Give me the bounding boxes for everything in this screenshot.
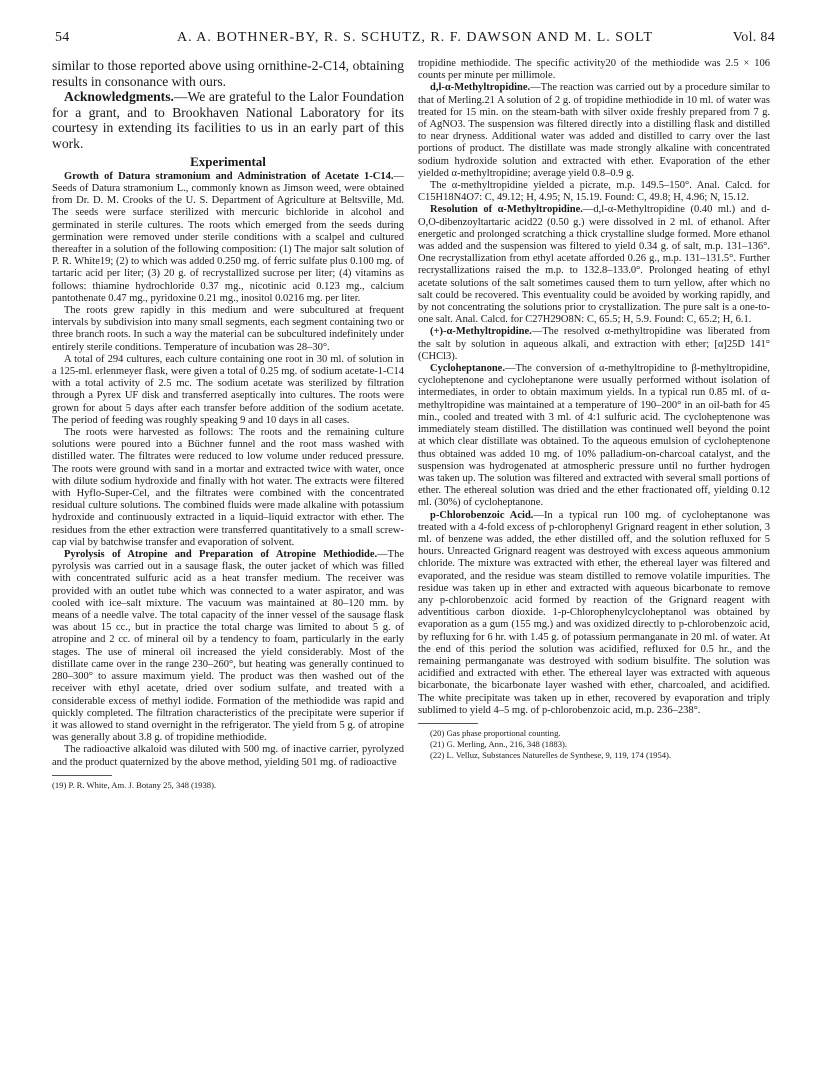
- left-column: [52, 58, 404, 791]
- harvest-paragraph: The roots were harvested as follows: The roots and the remaining culture solutions were poured into a Büchner funnel and the root mass washed with distilled water. The filtrates were reduced to low volume under reduced pressure. The roots were ground with sand in a mortar and extracted twice with water, once with dilute sodium hydroxide and finally with hot water. The extracts were filtered with Hyflo-Super-Cel, and the filtrates were combined with the concentrated residual culture solutions. The combined fluids were made alkaline with potassium hydroxide and continuously extracted in a liquid–liquid extractor with ether. The residues from the ether extraction were transferred quantitatively to a small screw-cap vial by batchwise transfer and evaporation of solvent.: [52, 427, 404, 548]
- cycloheptanone-heading: Cycloheptanone.: [430, 363, 505, 375]
- resolution-text: —d,l-α-Methyltropidine (0.40 ml.) and d-O,O-dibenzoyltartaric acid22 (0.50 g.) were dissolved in 2 ml. of ethanol. After energetic and prolonged scratching a thick crystalline sludge formed. More ethanol was added and the suspension was filtered to yield 0.34 g. of salt, m.p. 131–136°. One recrystallization from ethyl acetate afforded 0.26 g., m.p. 131–131.5°. Further recrystallizations raised the m.p. to 132.8–133.0°. Prolonged heating of ethyl acetate solutions of the salt sometimes caused them to turn yellow, after which no salt could be recovered. This eventuality could be avoided by working rapidly, and by not concentrating the solutions prior to crystallization. The pure salt is a one-to-one salt. Anal. Calcd. for C27H29O8N: C, 65.5; H, 5.9. Found: C, 65.2; H, 6.1.: [418, 204, 771, 326]
- growth-heading: Growth of Datura stramonium and Administration of Acetate 1-C14.: [64, 170, 394, 182]
- chlorobenzoic-paragraph: [418, 510, 770, 717]
- author-line: A. A. BOTHNER-BY, R. S. SCHUTZ, R. F. DAWSON AND M. L. SOLT: [176, 30, 654, 45]
- chlorobenzoic-heading: p-Chlorobenzoic Acid.: [430, 509, 534, 521]
- pyrolysis-paragraph: [52, 549, 404, 744]
- methyltropidine-paragraph: [418, 82, 770, 180]
- resolution-heading: Resolution of α-Methyltropidine.: [430, 204, 583, 216]
- acknowledgments-text: —We are grateful to the Lalor Foundation for a grant, and to Brookhaven National Laboratory for its courtesy in extending its facilities to us in an early part of this work.: [52, 89, 404, 151]
- methyltropidine-heading: d,l-α-Methyltropidine.: [430, 82, 531, 94]
- section-title: Experimental: [190, 153, 266, 169]
- footnote-19: (19) P. R. White, Am. J. Botany 25, 348 (1938).: [52, 779, 217, 790]
- footnote-21: (21) G. Merling, Ann., 216, 348 (1883).: [430, 738, 568, 749]
- radioactive-paragraph: The radioactive alkaloid was diluted with 500 mg. of inactive carrier, pyrolyzed and the product quaternized by the above method, yielding 501 mg. of radioactive: [52, 744, 404, 768]
- subculture-paragraph: The roots grew rapidly in this medium and were subcultured at frequent intervals by subdivision into many small segments, each segment containing two or three branch roots. In such a way the material can be subcultured indefinitely under entirely sterile conditions. Temperature of incubation was 28–30°.: [52, 305, 404, 353]
- methyltropidine-text: —The reaction was carried out by a procedure similar to that of Merling.21 A solution of 2 g. of tropidine methiodide in 10 ml. of water was treated for 15 min. on the steam-bath with silver oxide freshly prepared from 7 g. of AgNO3. The suspension was filtered directly into a distilling flask and distilled to near dryness. Additional water was added and distilled to carry over the last portions of product. The distillate was made strongly alkaline with concentrated sodium hydroxide solution and extracted with ether. Evaporation of the ether yielded α-methyltropidine; average yield 0.8–0.9 g.: [418, 82, 770, 179]
- right-column: [418, 58, 770, 761]
- cultures-paragraph: A total of 294 cultures, each culture containing one root in 30 ml. of solution in a 125-ml. erlenmeyer flask, were given a total of 0.25 mg. of sodium acetate-1-C14 with a total activity of 2.5 mc. The sodium acetate was sterilized by filtration through a Pyrex UF disk and transferred aseptically into cultures. The roots were grown for about 5 days after each transfer before addition of the sodium acetate. The period of feeding was roughly speaking 9 and 10 days in all cases.: [52, 353, 404, 426]
- footnote-rule-right: [418, 723, 478, 724]
- running-header: [55, 30, 775, 50]
- resolution-paragraph: [418, 204, 770, 326]
- intro-paragraph: similar to those reported above using ornithine-2-C14, obtaining results in consonance with ours.: [52, 58, 404, 89]
- footnote-rule: [52, 775, 112, 776]
- plus-methyltropidine-text: —The resolved α-methyltropidine was liberated from the salt by solution in aqueous alkali, and extraction with ether; [α]25D 141° (CHCl3).: [418, 326, 770, 362]
- pyrolysis-text: —The pyrolysis was carried out in a sausage flask, the outer jacket of which was filled with concentrated sulfuric acid as a heat transfer medium. The receiver was provided with an outlet tube which was connected to a water aspirator, and was cooled with ice–salt mixture. The vacuum was maintained at 80–120 mm. by means of a needle valve. The total capacity of the inner vessel of the sausage flask was about 15 cc., but in practice the total charge was limited to about 5 g. of atropine and 2 cc. of mineral oil by a tendency to foam, particularly in the early stages. The use of mineral oil increased the yield considerably. Most of the distillate came over in the range 230–260°, but heating was generally continued to 280–300° to assure maximum yield. The product was then washed out of the receiver with ethyl acetate, dried over sodium sulfate, and treated with a considerable excess of methyl iodide. Formation of the methiodide was rapid and quickly completed. The filtration characteristics of the precipitate were superior if it was allowed to stand overnight in the refrigerator. The yield from 5 g. of atropine was generally about 3.8 g. of tropidine methiodide.: [52, 549, 404, 744]
- chlorobenzoic-text: —In a typical run 100 mg. of cycloheptanone was treated with a 4-fold excess of p-chlorophenyl Grignard reagent in ether solution, 3 ml. of benzene was added, the ether distilled off, and the solution refluxed for 5 hours. Unreacted Grignard reagent was destroyed with excess aqueous ammonium chloride. The mixture was extracted with ether, the ethereal layer was filtered and evaporated, and the residue was steam distilled to remove volatile impurities. The residue was taken up in ether and extracted with aqueous bicarbonate to remove any p-chlorobenzoic acid formed by reaction of the Grignard reagent with adventitious carbon dioxide. 1-p-Chlorophenylcycloheptanol was obtained by evaporation as a gum (155 mg.) and was oxidized directly to p-chlorobenzoic acid, by refluxing for 6 hr. with 1.45 g. of potassium permanganate in 20 ml. of water. At the end of this period the solution was acidified, refluxed for 0.5 hr., and the remaining permanganate was destroyed with sodium bisulfite. The solution was acidified and extracted with ether. The ethereal layer was extracted with aqueous bicarbonate, the bicarbonate layer washed with ether, charcoaled, and acidified. The white precipitate was taken up in ether, recovered by evaporation and triply sublimed to yield 4–5 mg. of p-chlorobenzoic acid, m.p. 236–238°.: [418, 509, 770, 716]
- volume-label: Vol. 84: [732, 30, 775, 45]
- page-number: 54: [55, 30, 70, 45]
- footnote-20: (20) Gas phase proportional counting.: [430, 727, 561, 738]
- plus-methyltropidine-heading: (+)-α-Methyltropidine.: [430, 326, 532, 338]
- cycloheptanone-text: —The conversion of α-methyltropidine to β-methyltropidine, cycloheptenone and cycloheptanone were usually performed without isolation of intermediates, in order to obtain maximum yields. In a typical run 0.85 ml. of α-methyltropidine was maintained at a temperature of 190–200° in an oil-bath for 45 min., cooled and treated with 3 ml. of 4:1 sulfuric acid. The cycloheptenone was immediately steam distilled. The distillation was continued well beyond the point at which clear distillate was obtained. To the aqueous emulsion of cycloheptenone thus obtained was added 10 mg. of 10% palladium-on-charcoal catalyst, and the suspension was hydrogenated at atmospheric pressure until no further hydrogen was taken up. The solution was filtered and extracted with several small portions of ether. The ethereal solution was dried and the ether fractionated off, yielding 0.12 ml. (30%) of cycloheptanone.: [418, 363, 770, 509]
- methiodide-paragraph: tropidine methiodide. The specific activity20 of the methiodide was 2.5 × 106 counts per minute per millimole.: [418, 58, 770, 82]
- plus-methyltropidine-paragraph: [418, 326, 770, 363]
- picrate-paragraph: The α-methyltropidine yielded a picrate, m.p. 149.5–150°. Anal. Calcd. for C15H18N4O7: C, 49.12; H, 4.95; N, 15.19. Found: C, 49.8; H, 4.96; N, 15.12.: [418, 180, 770, 204]
- footnote-22: (22) L. Velluz, Substances Naturelles de Synthese, 9, 119, 174 (1954).: [430, 749, 672, 760]
- cycloheptanone-paragraph: [418, 363, 770, 509]
- pyrolysis-heading: Pyrolysis of Atropine and Preparation of Atropine Methiodide.: [64, 549, 378, 561]
- growth-paragraph: [52, 171, 404, 305]
- acknowledgments-heading: Acknowledgments.: [64, 89, 174, 105]
- growth-text: —Seeds of Datura stramonium L., commonly known as Jimson weed, were obtained from Dr. D. M. Crooks of the U. S. Department of Agriculture at Beltsville, Md. The seeds were surface sterilized with mercuric bichloride in alcohol and germinated in sterile cultures. The roots which emerged from the seeds during germination were removed under sterile conditions with a scalpel and cultured thereafter in a solution of the following composition: (1) The major salt solution of P. R. White19; (2) to which was added 0.250 mg. of ferric sulfate plus 0.100 mg. of tartaric acid per liter; (3) 20 g. of recrystallized sucrose per liter; (4) vitamins as follows: thiamine hydrochloride 0.37 mg., nicotinic acid 0.123 mg., calcium pantothenate 0.47 mg., pyridoxine 0.21 mg., inositol 0.0216 mg. per liter.: [52, 170, 404, 304]
- acknowledgments-paragraph: [52, 89, 404, 151]
